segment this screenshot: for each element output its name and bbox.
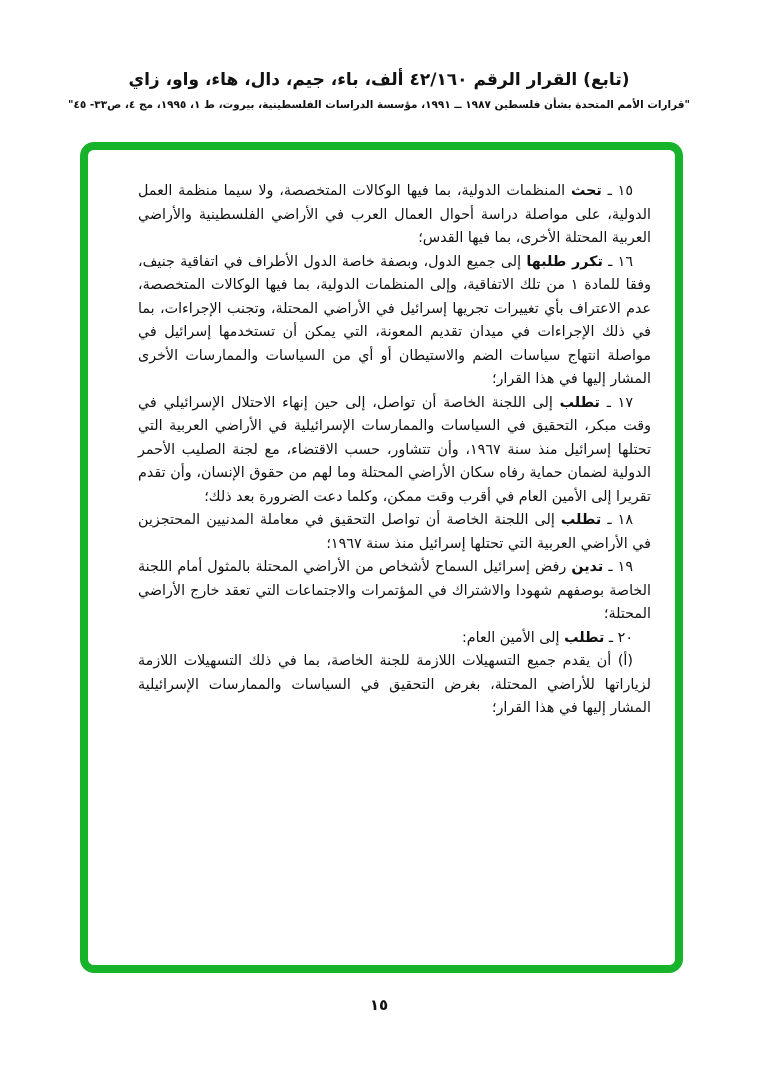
- paragraph-number: ١٨: [617, 512, 634, 528]
- page-number: ١٥: [369, 996, 389, 1014]
- paragraph-number: ١٥: [617, 183, 634, 199]
- paragraph-number: ٢٠: [617, 629, 633, 646]
- resolution-paragraph-18: [138, 509, 651, 556]
- paragraph-dash: ـ: [608, 559, 613, 575]
- paragraph-body: إلى اللجنة الخاصة أن تواصل التحقيق في معاملة المدنيين المحتجزين في الأراضي العربية التي تحتلها إسرائيل منذ سنة ١٩٦٧؛: [138, 512, 651, 552]
- paragraph-dash: ـ: [608, 253, 613, 270]
- resolution-paragraph-15: [138, 180, 651, 251]
- paragraph-number: ١٧: [617, 394, 634, 411]
- subparagraph-body: أن يقدم جميع التسهيلات اللازمة للجنة الخاصة، بما في ذلك التسهيلات اللازمة لزياراتها للأراضي المحتلة، بغرض التحقيق في السياسات والممارسات الإسرائيلية المشار إليها في هذا القرار؛: [138, 653, 651, 716]
- resolution-title: (تابع) القرار الرقم ٤٢/١٦٠ ألف، باء، جيم، دال، هاء، واو، زاي: [128, 70, 630, 90]
- operative-verb: تطلب: [559, 394, 600, 411]
- document-header: [0, 68, 758, 113]
- resolution-paragraph-17: [138, 392, 651, 510]
- source-citation: "قرارات الأمم المتحدة بشأن فلسطين ١٩٨٧ ــ ١٩٩١، مؤسسة الدراسات الفلسطينية، بيروت، ط ١، ١٩٩٥، مج ٤، ص٣٣- ٤٥": [67, 99, 691, 111]
- resolution-paragraph-20: [138, 627, 651, 651]
- paragraph-dash: ـ: [607, 183, 612, 199]
- paragraph-dash: ـ: [607, 512, 612, 528]
- operative-verb: تكرر طلبها: [526, 253, 603, 270]
- resolution-paragraph-16: [138, 251, 651, 392]
- paragraph-number: ١٩: [617, 559, 634, 575]
- content-frame: [80, 142, 683, 973]
- operative-verb: تدين: [571, 559, 604, 575]
- resolution-text-block: [138, 180, 651, 721]
- resolution-paragraph-19: [138, 556, 651, 627]
- paragraph-dash: ـ: [606, 394, 611, 411]
- paragraph-body: إلى اللجنة الخاصة أن تواصل، إلى حين إنهاء الاحتلال الإسرائيلي في وقت مبكر، التحقيق في السياسات والممارسات الإسرائيلية في الأراضي العربية التي تحتلها إسرائيل منذ سنة ١٩٦٧، وأن تتشاور، حسب الاقتضاء، مع لجنة الصليب الأحمر الدولية لضمان حماية رفاه سكان الأراضي المحتلة وما لهم من حقوق الإنسان، وأن تقدم تقريرا إلى الأمين العام في أقرب وقت ممكن، وكلما دعت الضرورة بعد ذلك؛: [138, 394, 651, 505]
- resolution-subparagraph-20a: [138, 650, 651, 721]
- operative-verb: تطلب: [560, 512, 602, 528]
- paragraph-body: إلى جميع الدول، وبصفة خاصة الدول الأطراف في اتفاقية جنيف، وفقا للمادة ١ من تلك الاتفاقية، وإلى المنظمات الدولية، بما فيها الوكالات المتخصصة، عدم الاعتراف بأي تغييرات تجريها إسرائيل في الأراضي المحتلة، وتجنب الإجراءات، بما في ذلك الإجراءات في ميدان تقديم المعونة، التي يمكن أن تستخدمها إسرائيل في مواصلة انتهاج سياسات الضم والاستيطان أو أي من السياسات والممارسات الأخرى المشار إليها في هذا القرار؛: [138, 253, 651, 387]
- paragraph-number: ١٦: [617, 253, 634, 270]
- operative-verb: تطلب: [564, 629, 605, 646]
- paragraph-body: رفض إسرائيل السماح لأشخاص من الأراضي المحتلة بالمثول أمام اللجنة الخاصة بوصفهم شهودا والاشتراك في المؤتمرات والاجتماعات التي تعقد خارج الأراضي المحتلة؛: [138, 559, 651, 622]
- subparagraph-marker: (أ): [617, 653, 633, 669]
- paragraph-dash: ـ: [608, 629, 614, 646]
- operative-verb: تحث: [570, 183, 602, 199]
- paragraph-body: إلى الأمين العام:: [461, 629, 560, 646]
- paragraph-body: المنظمات الدولية، بما فيها الوكالات المتخصصة، ولا سيما منظمة العمل الدولية، على مواصلة دراسة أحوال العمال العرب في الأراضي الفلسطينية والأراضي العربية المحتلة الأخرى، بما فيها القدس؛: [138, 183, 651, 246]
